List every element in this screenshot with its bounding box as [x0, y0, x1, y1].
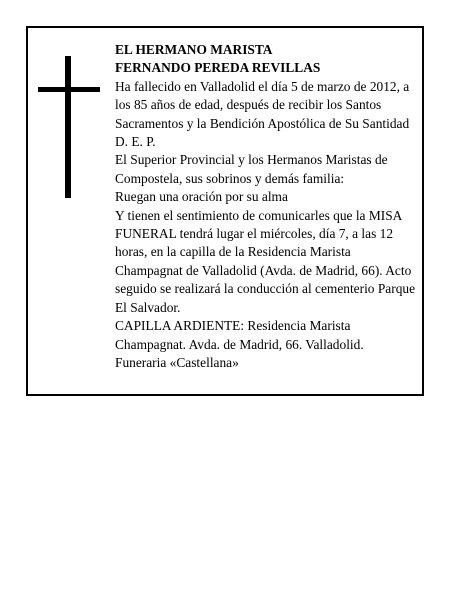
cross-vertical-bar — [65, 56, 71, 198]
funeral-home: Funeraria «Castellana» — [115, 354, 239, 370]
title-line-1: EL HERMANO MARISTA — [115, 42, 273, 57]
cross-horizontal-bar — [38, 87, 100, 92]
death-announcement: Ha fallecido en Valladolid el día 5 de marzo de 2012, a los 85 años de edad, después de recibir los Santos Sacramentos y la Bendición Apostólica de Su Santidad D. E. P. — [115, 78, 410, 150]
title-line-2: FERNANDO PEREDA REVILLAS — [115, 60, 321, 76]
notice-text — [115, 41, 421, 372]
funeral-details: Y tienen el sentimiento de comunicarles que la MISA FUNERAL tendrá lugar el miércoles, día 7, a las 12 horas, en la capilla de la Residencia Marista Champagnat de Valladolid (Avda. de Madrid, 66). Acto seguido se realizará la conducción al cementerio Parque El Salvador. — [115, 207, 416, 315]
cross-icon — [38, 56, 100, 198]
family-announcement: El Superior Provincial y los Hermanos Maristas de Compostela, sus sobrinos y demás familia: — [115, 152, 388, 186]
chapel-details: CAPILLA ARDIENTE: Residencia Marista Champagnat. Avda. de Madrid, 66. Valladolid. — [115, 318, 364, 352]
prayer-request: Ruegan una oración por su alma — [115, 189, 288, 205]
obituary-notice — [26, 26, 424, 396]
